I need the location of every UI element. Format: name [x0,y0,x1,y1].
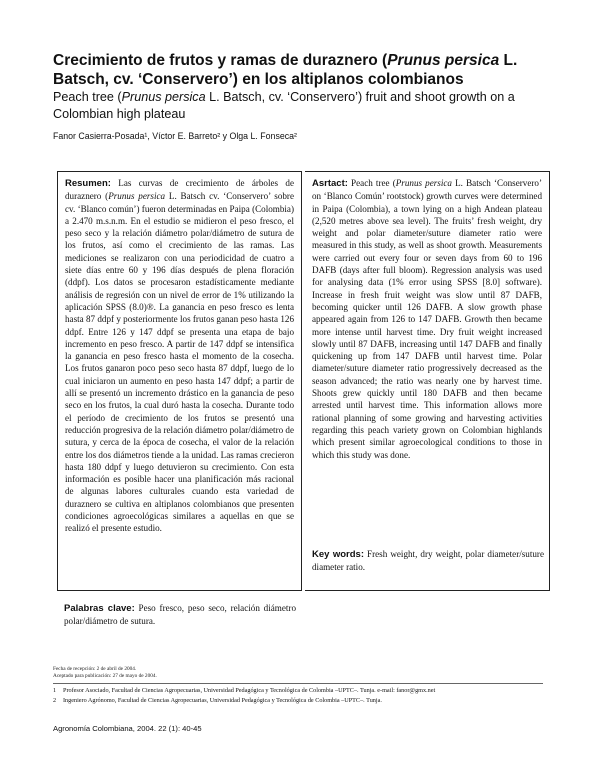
abstract-en-body: L. Batsch ‘Conservero’ on ‘Blanco Común’ rootstock) growth curves were determined in Paipa (Colombia), a town lying on a high Andean plateau (2,520 metres above sea level). The fruits’ fresh weight, dry weight and polar diameter/suture diameter ratio were measured in this study, as well as shoot growth. Measurements were carried out every four or seven days from 60 to 196 DAFB (days after full bloom). Regression analysis was used for analysing data (1% error using SPSS [8.0] software). Increase in fresh fruit weight was slow until 87 DAFB, becoming quicker until 126 DAFB. A slow growth phase appeared again from 126 to 147 DAFB. Growth then became more intense until harvest time. Dry fruit weight increased slowly until 87 DAFB, increasing until 147 DAFB and finally quickening up from 147 DAFB until harvest time. Polar diameter/suture diameter ratio progressively decreased as the season advanced; the ratio was nearly one by harvest time. Shoots grew quickly until 180 DAFB and then became arrested until harvest time. This information allows more rational planning of some growing and harvesting activities regarding this peach variety grown on Colombian highlands which present similar agroecological conditions to those in which this study was done. [312,178,542,460]
abstract-en [312,177,542,461]
date-received: Fecha de recepción: 2 de abril de 2004. [53,666,137,672]
article-title-en [53,89,553,123]
keywords-en-text: Fresh weight, dry weight, polar diameter/suture diameter ratio. [312,549,544,573]
title-es-pre: Crecimiento de frutos y ramas de duraznero ( [53,52,388,69]
keywords-es [64,602,296,628]
authors: Fanor Casierra-Posada¹, Víctor E. Barreto² y Olga L. Fonseca² [53,131,297,141]
journal-citation: Agronomía Colombiana, 2004. 22 (1): 40-45 [53,724,202,733]
date-accepted: Aceptado para publicación: 27 de mayo de 2004. [53,673,157,679]
abstract-es-species: Prunus persica [108,191,166,202]
abstract-es-box [57,171,302,591]
footnote-2-text: Ingeniero Agrónomo, Facultad de Ciencias Agropecuarias, Universidad Pedagógica y Tecnológica de Colombia –UPTC–. Tunja. [63,697,382,704]
abstract-es-label: Resumen: [65,178,111,189]
article-dates [53,666,157,680]
footnote-2-number: 2 [53,697,57,704]
abstract-en-species: Prunus persica [395,178,452,188]
keywords-es-label: Palabras clave: [64,603,135,614]
abstract-en-label: Asrtact: [312,178,348,189]
title-es-species: Prunus persica [387,52,500,69]
title-es-post: L. Batsch, cv. ‘Conservero’) en los altiplanos colombianos [53,52,518,88]
abstract-en-pre: Peach tree ( [347,178,396,188]
footnote-divider [53,683,543,684]
abstract-es-pre: Las curvas de crecimiento de árboles de duraznero ( [65,178,294,202]
abstract-es [65,177,294,535]
footnote-1-number: 1 [53,687,57,694]
title-en-species: Prunus persica [121,90,206,104]
footnote-1 [53,686,553,696]
footnote-1-text: Profesor Asociado, Facultad de Ciencias Agropecuarias, Universidad Pedagógica y Tecnológica de Colombia –UPTC–. Tunja. e-mail: fanor@gmx.net [63,687,436,694]
title-en-pre: Peach tree ( [53,90,122,104]
abstract-es-body: L. Batsch cv. ‘Conservero’ sobre cv. ‘Blanco común’) fueron determinadas en Paipa (Colombia) a 2.470 m.s.n.m. En el estudio se midieron el peso fresco, el peso seco y la relación diámetro polar/diámetro de sutura de los frutos, así como el crecimiento de las ramas. Las mediciones se realizaron con una periodicidad de cuatro a siete días entre 60 y 196 días después de plena floración (ddpf). Los datos se procesaron estadísticamente mediante análisis de regresión con un nivel de error de 1% utilizando la aplicación SPSS (8.0)®. La ganancia en peso fresco es lenta hasta 87 ddpf y posteriormente los frutos ganan peso hasta 126 ddpf. Entre 126 y 147 ddpf se presenta una etapa de bajo incremento en peso fresco. A partir de 147 ddpf se intensifica la ganancia en peso fresco hasta el momento de la cosecha. Los frutos ganaron poco peso seco hasta 87 ddpf, luego de lo cual iniciaron un aumento en peso hasta 147 ddpf; a partir de allí se presentó un incremento drástico en la ganancia de peso seco en los frutos, la cual duró hasta la cosecha. Durante todo el período de crecimiento de los frutos se presentó una reducción progresiva de la relación diámetro polar/diámetro de sutura, y cerca de la época de cosecha, el valor de la relación entre los dos diámetros tiende a la unidad. Las ramas crecieron hasta 180 ddpf y luego detuvieron su crecimiento. Con esta información es posible hacer una planificación más racional de algunas labores culturales cuando esta variedad de duraznero se cultiva en altiplanos colombianos que presenten condiciones agroecológicas similares a aquellas en que se realizó el presente estudio. [65,191,295,534]
title-en-post: L. Batsch, cv. ‘Conservero’) fruit and shoot growth on a Colombian high plateau [53,90,515,121]
abstract-en-box [305,171,550,591]
footnote-2 [53,696,553,706]
article-title-es [53,51,553,89]
footnotes [53,686,553,706]
keywords-en [312,548,544,574]
keywords-es-text: Peso fresco, peso seco, relación diámetro polar/diámetro de sutura. [64,603,297,627]
keywords-en-label: Key words: [312,549,364,560]
